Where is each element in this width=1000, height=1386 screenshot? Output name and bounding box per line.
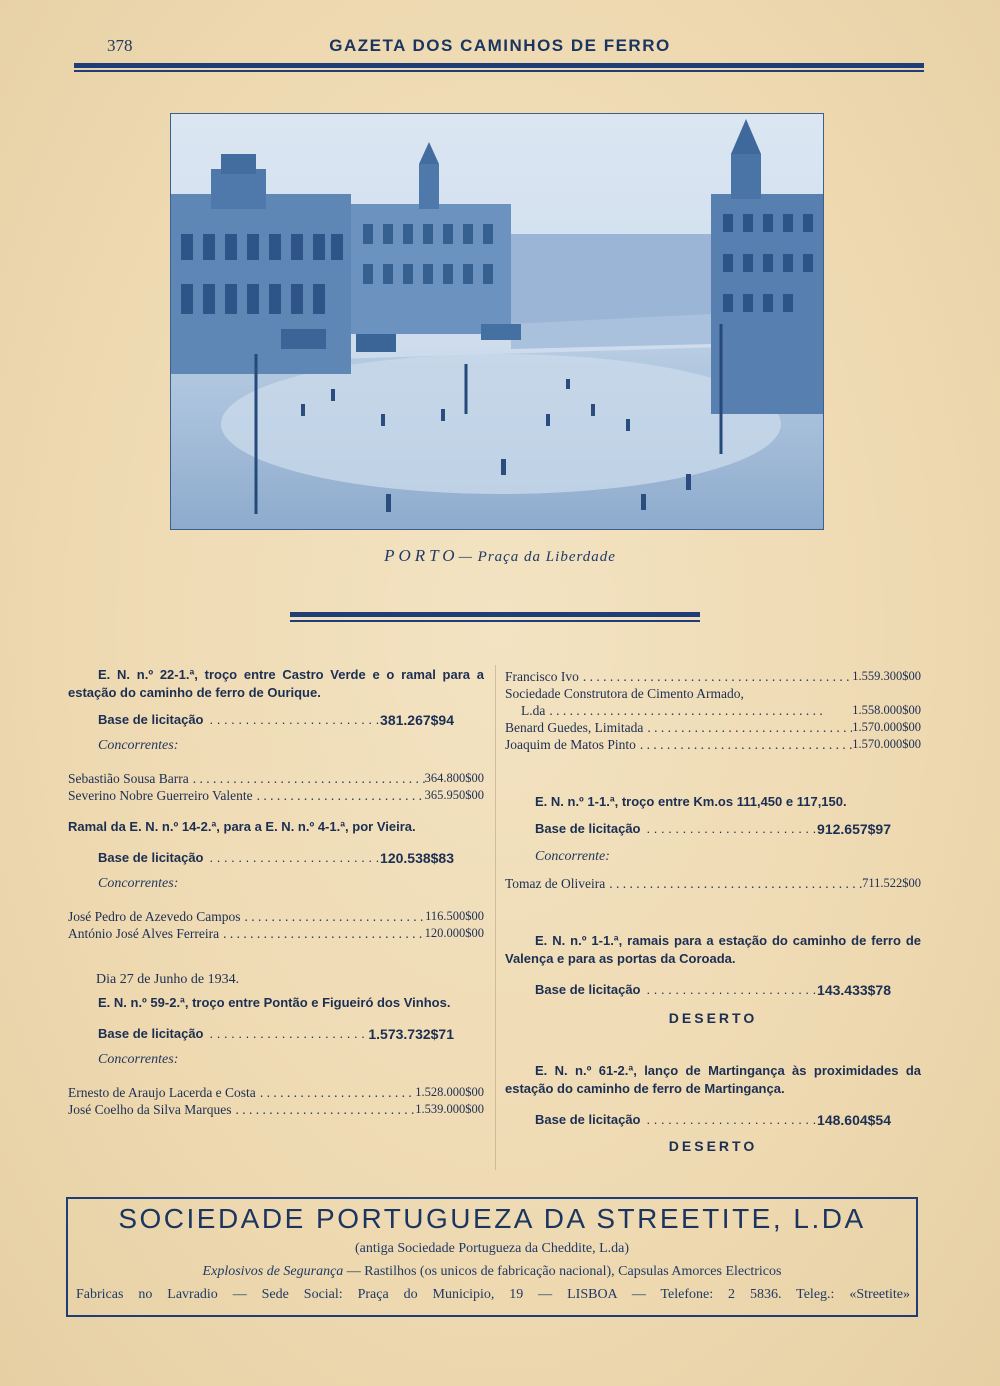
bid-value: 120.000$00: [424, 926, 484, 940]
advert-products-italic: Explosivos de Segurança: [202, 1264, 344, 1279]
s6-base-value: 148.604$54: [817, 1112, 891, 1128]
bid-entry: [505, 719, 921, 736]
bidder-name: Sociedade Construtora de Cimento Armado,: [505, 686, 744, 701]
header-rule-thin: [74, 70, 924, 72]
s1-concorrentes-label: Concorrentes:: [98, 738, 179, 753]
bidder-name: Sebastião Sousa Barra: [68, 771, 189, 786]
leader-dots: [204, 712, 381, 728]
advert-subtitle: (antiga Sociedade Portugueza da Cheddite, L.da): [354, 1241, 630, 1256]
bidder-name: L.da: [521, 703, 546, 718]
leader-dots: [636, 736, 852, 753]
leader-dots: [204, 1026, 369, 1042]
leader-dots: [579, 668, 852, 685]
page-number: 378: [107, 36, 133, 55]
bid-value: 364.800$00: [424, 771, 484, 785]
s4-base-value: 912.657$97: [817, 821, 891, 837]
leader-dots: [643, 719, 852, 736]
s1-base-row: [68, 712, 484, 728]
s4-base-label: Base de licitação: [535, 821, 641, 836]
bid-entry: [68, 908, 484, 925]
advert-products: [66, 1264, 918, 1280]
porto-praca-photo: [170, 113, 824, 530]
bidder-name: Francisco Ivo: [505, 669, 579, 684]
s1-base-label: Base de licitação: [98, 712, 204, 727]
section-rule: [290, 612, 700, 617]
leader-dots: [204, 850, 381, 866]
bidder-name: Joaquim de Matos Pinto: [505, 737, 636, 752]
leader-dots: [219, 925, 425, 942]
leader-dots: [641, 1112, 818, 1128]
bid-entry: [505, 702, 921, 719]
s5-base-row: [505, 982, 921, 998]
s4-concorrente-label: Concorrente:: [535, 849, 610, 864]
s5-base-label: Base de licitação: [535, 982, 641, 997]
bid-value: 1.570.000$00: [852, 737, 921, 751]
bidder-name: Severino Nobre Guerreiro Valente: [68, 788, 253, 803]
bidder-name: Ernesto de Araujo Lacerda e Costa: [68, 1085, 256, 1100]
left-column: [68, 666, 484, 1118]
bidder-name: António José Alves Ferreira: [68, 926, 220, 941]
s3-base-row: [68, 1026, 484, 1042]
right-column: [505, 668, 921, 1154]
bid-entry: [505, 668, 921, 685]
bid-entry: [505, 736, 921, 753]
bid-value: 116.500$00: [425, 909, 484, 923]
s1-base-value: 381.267$94: [380, 712, 454, 728]
bidder-name: Tomaz de Oliveira: [505, 876, 606, 891]
bid-value: 1.558.000$00: [852, 703, 921, 717]
column-divider: [495, 665, 496, 1170]
photo-caption: [0, 546, 1000, 566]
s6-base-row: [505, 1112, 921, 1128]
journal-title: GAZETA DOS CAMINHOS DE FERRO: [329, 36, 671, 55]
s1-heading: E. N. n.º 22-1.ª, troço entre Castro Verde e o ramal para a estação do caminho de ferro de Ourique.: [68, 667, 484, 700]
caption-city: PORTO: [384, 546, 459, 565]
leader-dots: [545, 702, 852, 719]
bid-entry: [68, 1101, 484, 1118]
s3-base-label: Base de licitação: [98, 1026, 204, 1041]
bid-entry: [68, 770, 484, 787]
leader-dots: [641, 821, 818, 837]
s2-base-value: 120.538$83: [380, 850, 454, 866]
leader-dots: [256, 1084, 415, 1101]
s3-base-value: 1.573.732$71: [368, 1026, 454, 1042]
leader-dots: [605, 875, 862, 892]
date-line: Dia 27 de Junho de 1934.: [96, 972, 240, 987]
bidder-name: José Pedro de Azevedo Campos: [68, 909, 241, 924]
bid-value: 1.570.000$00: [852, 720, 921, 734]
caption-place: — Praça da Liberdade: [458, 549, 616, 565]
s4-base-row: [505, 821, 921, 837]
bid-value: 1.559.300$00: [852, 669, 921, 683]
s5-heading: E. N. n.º 1-1.ª, ramais para a estação do caminho de ferro de Valença e para as portas da Coroada.: [505, 933, 921, 966]
leader-dots: [253, 787, 425, 804]
s4-heading: E. N. n.º 1-1.ª, troço entre Km.os 111,450 e 117,150.: [535, 794, 847, 809]
s3-concorrentes-label: Concorrentes:: [98, 1052, 179, 1067]
advert-title: SOCIEDADE PORTUGUEZA DA STREETITE, L.DA: [118, 1203, 866, 1234]
leader-dots: [189, 770, 425, 787]
section-rule-thin: [290, 620, 700, 622]
bid-entry: [68, 1084, 484, 1101]
s5-result: DESERTO: [668, 1010, 758, 1026]
s3-heading: E. N. n.º 59-2.ª, troço entre Pontão e Figueiró dos Vinhos.: [98, 995, 451, 1010]
bid-entry: [68, 787, 484, 804]
leader-dots: [240, 908, 425, 925]
header-rule: [74, 63, 924, 68]
s6-base-label: Base de licitação: [535, 1112, 641, 1127]
bid-entry: [68, 925, 484, 942]
bid-value: 365.950$00: [424, 788, 484, 802]
s2-base-row: [68, 850, 484, 866]
bid-entry: [505, 685, 921, 702]
s6-result: DESERTO: [668, 1138, 758, 1154]
bid-entry: [505, 875, 921, 892]
s2-concorrentes-label: Concorrentes:: [98, 876, 179, 891]
leader-dots: [641, 982, 818, 998]
advert-products-rest: — Rastilhos (os unicos de fabricação nacional), Capsulas Amorces Electricos: [343, 1264, 782, 1279]
street-scene-illustration: [171, 114, 823, 529]
leader-dots: [231, 1101, 415, 1118]
bid-value: 1.539.000$00: [415, 1102, 484, 1116]
bid-value: 1.528.000$00: [415, 1085, 484, 1099]
bidder-name: Benard Guedes, Limitada: [505, 720, 644, 735]
bidder-name: José Coelho da Silva Marques: [68, 1102, 232, 1117]
s5-base-value: 143.433$78: [817, 982, 891, 998]
s2-heading: Ramal da E. N. n.º 14-2.ª, para a E. N. n.º 4-1.ª, por Vieira.: [68, 819, 416, 834]
s6-heading: E. N. n.º 61-2.ª, lanço de Martingança às proximidades da estação do caminho de ferro de Martingança.: [505, 1063, 921, 1096]
bid-value: 711.522$00: [862, 876, 921, 890]
s2-base-label: Base de licitação: [98, 850, 204, 865]
advert-address: Fabricas no Lavradio — Sede Social: Praça do Municipio, 19 — LISBOA — Telefone: 2 5836. Teleg.: «Streetite»: [76, 1287, 910, 1302]
